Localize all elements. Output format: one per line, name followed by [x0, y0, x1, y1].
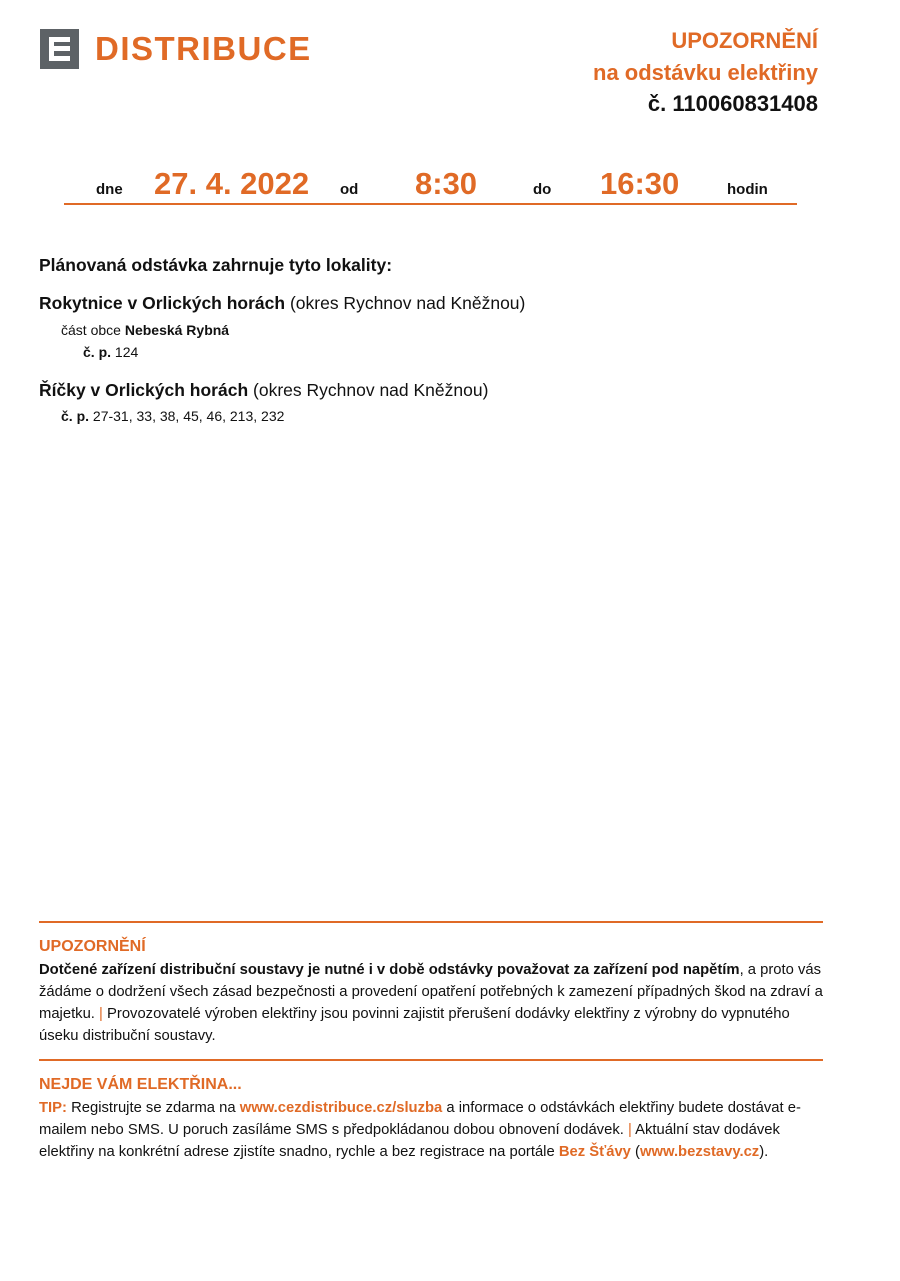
part-name: Nebeská Rybná [124, 322, 230, 338]
warning-text-1: , a proto vás žádáme o dodržení všech zásad bezpečnosti a provedení opatření potřebných k zamezení případných škod na zdraví a majetku. [39, 962, 823, 1022]
company-logo-text: DISTRIBUCE [95, 30, 312, 67]
house-numbers [61, 408, 284, 424]
label-dne: dne [96, 181, 123, 198]
label-od: od [340, 181, 359, 198]
tip-text-3: Aktuální stav dodávek elektřiny na konkrétní adrese zjistíte snadno, rychle a bez registrace na portále [39, 1122, 780, 1160]
separator: | [627, 1122, 632, 1138]
outage-date: 27. 4. 2022 [154, 166, 310, 201]
section-divider [39, 1059, 823, 1061]
label-hodin: hodin [727, 181, 768, 198]
link-bez-stavy[interactable]: Bez Šťávy [558, 1144, 631, 1160]
warning-title: UPOZORNĚNÍ [39, 938, 146, 955]
notice-title: UPOZORNĚNÍ [671, 28, 818, 53]
location-district: (okres Rychnov nad Kněžnou) [289, 293, 526, 313]
link-cezdistribuce[interactable]: www.cezdistribuce.cz/sluzba [239, 1100, 443, 1116]
label-do: do [533, 181, 552, 198]
cp-label: č. p. [61, 408, 90, 424]
house-numbers [83, 344, 138, 360]
paren-close: ). [759, 1144, 769, 1160]
warning-text [39, 959, 829, 1047]
location-heading [39, 380, 488, 401]
section-divider [39, 921, 823, 923]
notice-subtitle: na odstávku elektřiny [593, 60, 818, 85]
notice-number: č. 110060831408 [647, 91, 818, 116]
tip-title: NEJDE VÁM ELEKTŘINA... [39, 1076, 242, 1093]
localities-intro: Plánovaná odstávka zahrnuje tyto lokality: [39, 255, 393, 275]
tip-text-1: Registrujte se zdarma na [71, 1100, 236, 1116]
company-logo-mark [40, 29, 79, 69]
date-underline [64, 203, 797, 205]
tip-label: TIP: [39, 1100, 67, 1116]
warning-text-2: Provozovatelé výroben elektřiny jsou povinni zajistit přerušení dodávky elektřiny z výrobny do vypnutého úseku distribuční soustavy. [39, 1006, 790, 1044]
location-heading [39, 293, 525, 314]
location-name: Rokytnice v Orlických horách [39, 293, 286, 313]
location-district: (okres Rychnov nad Kněžnou) [253, 380, 489, 400]
separator: | [99, 1006, 103, 1022]
cp-label: č. p. [83, 344, 112, 360]
tip-text [39, 1097, 829, 1163]
location-part [61, 322, 229, 338]
cp-value: 27-31, 33, 38, 45, 46, 213, 232 [92, 408, 285, 424]
link-bezstavy[interactable]: www.bezstavy.cz [639, 1144, 760, 1160]
outage-start-time: 8:30 [415, 166, 478, 201]
warning-bold: Dotčené zařízení distribuční soustavy je nutné i v době odstávky považovat za zařízení pod napětím [39, 962, 740, 978]
location-name: Říčky v Orlických horách [39, 380, 249, 400]
paren-open: ( [635, 1144, 640, 1160]
cp-value: 124 [114, 344, 139, 360]
tip-text-2: a informace o odstávkách elektřiny budete dostávat e-mailem nebo SMS. U poruch zasíláme SMS s předpokládanou dobou obnovení dodávek. [39, 1100, 801, 1138]
part-label: část obce [61, 322, 121, 338]
outage-end-time: 16:30 [600, 166, 680, 201]
